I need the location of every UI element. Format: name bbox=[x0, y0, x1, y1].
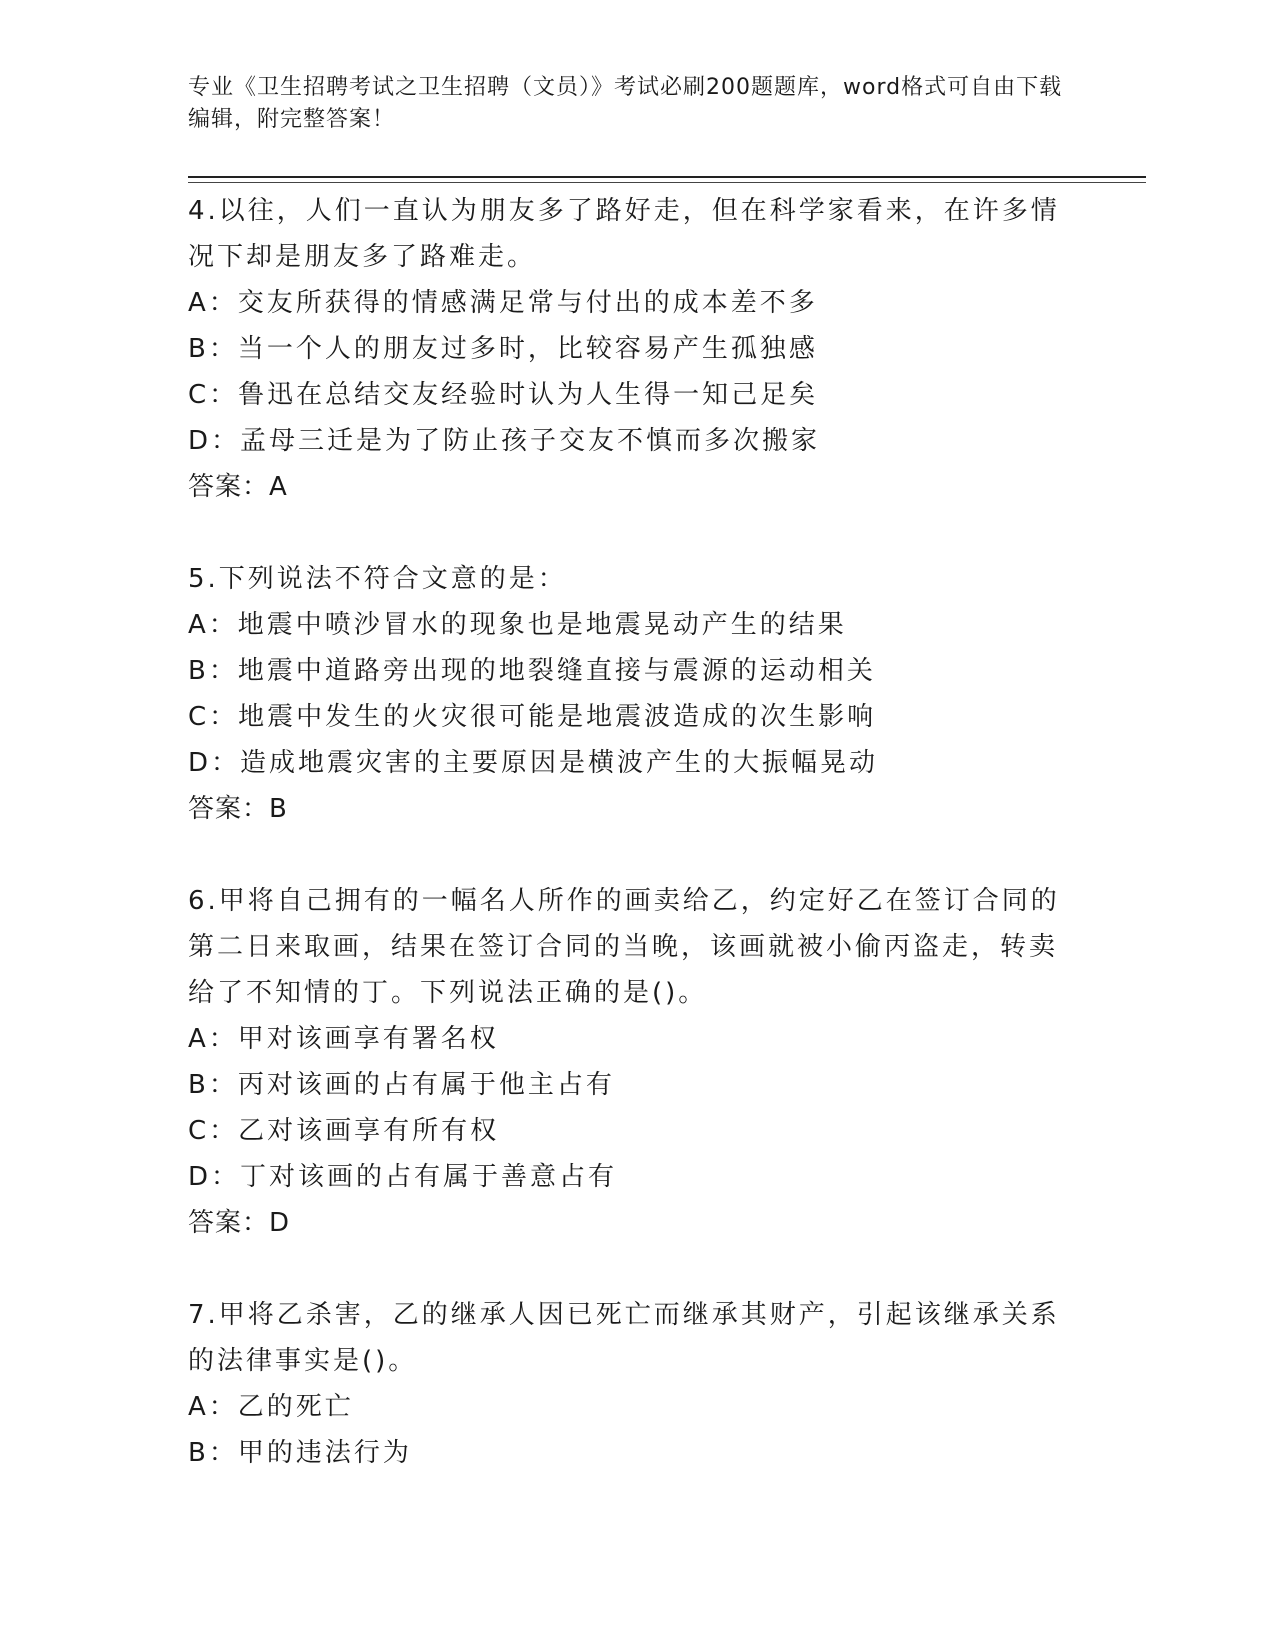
option-c: C：鲁迅在总结交友经验时认为人生得一知己足矣 bbox=[188, 380, 819, 410]
option-b: B：丙对该画的占有属于他主占有 bbox=[188, 1070, 615, 1100]
option-a: A：甲对该画享有署名权 bbox=[188, 1024, 499, 1054]
option-b: B：地震中道路旁出现的地裂缝直接与震源的运动相关 bbox=[188, 656, 876, 686]
question-stem: 4.以往，人们一直认为朋友多了路好走，但在科学家看来，在许多情况下却是朋友多了路难走。 bbox=[188, 196, 1060, 272]
answer: 答案：D bbox=[188, 1208, 291, 1238]
answer: 答案：A bbox=[188, 472, 288, 502]
question-6 bbox=[188, 878, 1068, 1246]
header-divider-thick bbox=[188, 176, 1146, 178]
option-a: A：乙的死亡 bbox=[188, 1392, 354, 1422]
question-4 bbox=[188, 188, 1068, 510]
question-stem: 7.甲将乙杀害，乙的继承人因已死亡而继承其财产，引起该继承关系的法律事实是()。 bbox=[188, 1300, 1060, 1376]
option-c: C：地震中发生的火灾很可能是地震波造成的次生影响 bbox=[188, 702, 877, 732]
option-a: A：地震中喷沙冒水的现象也是地震晃动产生的结果 bbox=[188, 610, 847, 640]
question-7 bbox=[188, 1292, 1068, 1476]
option-b: B：当一个人的朋友过多时，比较容易产生孤独感 bbox=[188, 334, 818, 364]
question-stem: 6.甲将自己拥有的一幅名人所作的画卖给乙，约定好乙在签订合同的第二日来取画，结果在签订合同的当晚，该画就被小偷丙盗走，转卖给了不知情的丁。下列说法正确的是()。 bbox=[188, 886, 1060, 1008]
header-divider-thin bbox=[188, 182, 1146, 183]
option-c: C：乙对该画享有所有权 bbox=[188, 1116, 500, 1146]
option-b: B：甲的违法行为 bbox=[188, 1438, 412, 1468]
option-a: A：交友所获得的情感满足常与付出的成本差不多 bbox=[188, 288, 818, 318]
question-5 bbox=[188, 556, 1068, 832]
option-d: D：造成地震灾害的主要原因是横波产生的大振幅晃动 bbox=[188, 748, 879, 778]
document-header: 专业《卫生招聘考试之卫生招聘（文员）》考试必刷200题题库，word格式可自由下载编辑，附完整答案！ bbox=[188, 75, 1063, 132]
option-d: D：丁对该画的占有属于善意占有 bbox=[188, 1162, 618, 1192]
option-d: D：孟母三迁是为了防止孩子交友不慎而多次搬家 bbox=[188, 426, 821, 456]
answer: 答案：B bbox=[188, 794, 288, 824]
question-list bbox=[188, 188, 1068, 1522]
question-stem: 5.下列说法不符合文意的是： bbox=[188, 564, 567, 594]
